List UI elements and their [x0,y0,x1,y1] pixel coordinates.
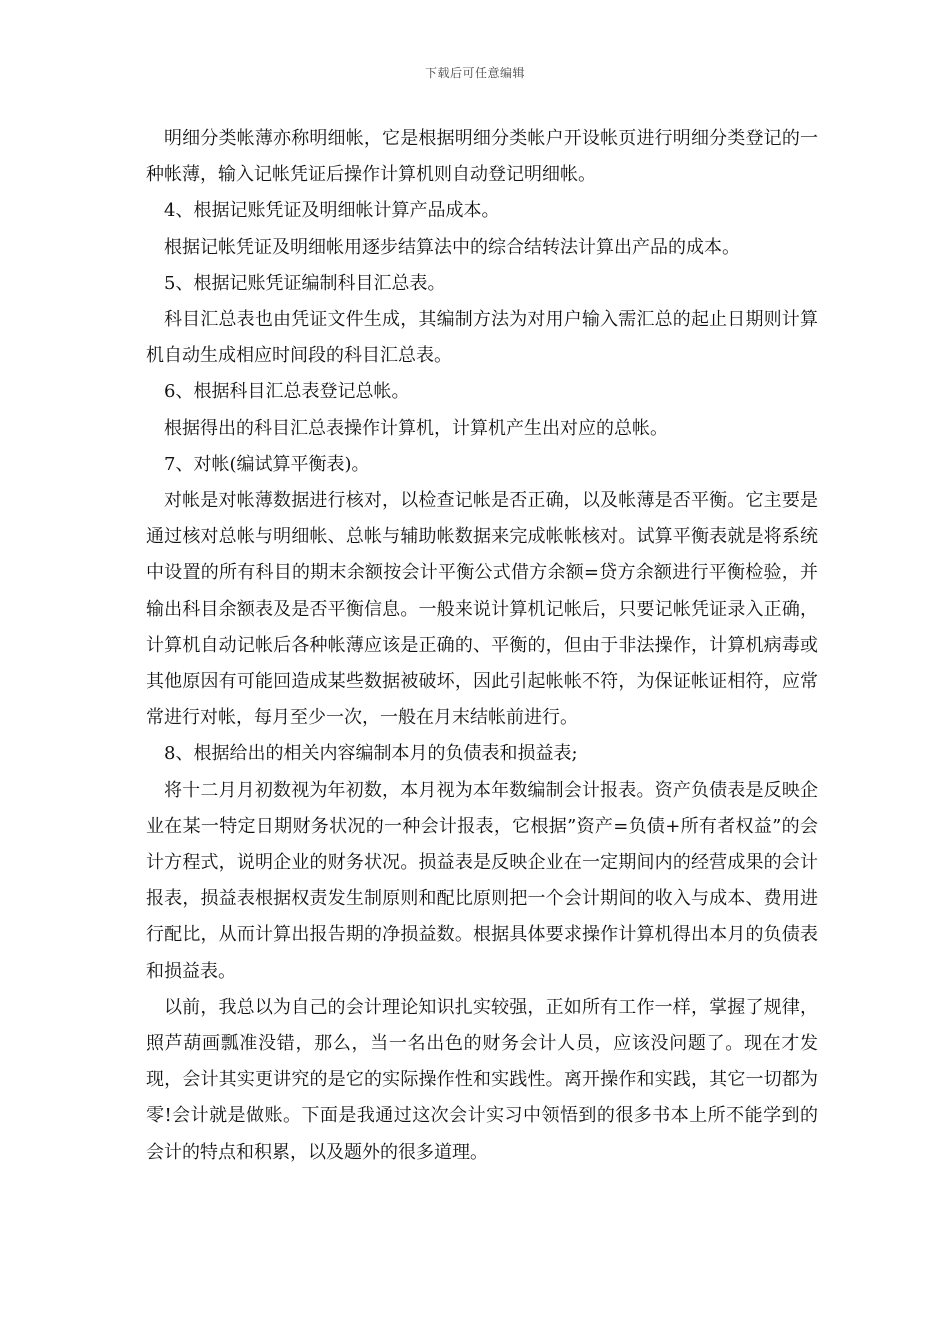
paragraph-reflection: 以前，我总以为自己的会计理论知识扎实较强，正如所有工作一样，掌握了规律，照芦葫画瓢准没错，那么，当一名出色的财务会计人员，应该没问题了。现在才发现，会计其实更讲究的是它的实际操作性和实践性。离开操作和实践，其它一切都为零!会计就是做账。下面是我通过这次会计实习中领悟到的很多书本上所不能学到的会计的特点和积累，以及题外的很多道理。 [146,996,818,1163]
step-5-heading: 5、根据记账凭证编制科目汇总表。 [164,272,446,294]
paragraph-reconciliation: 对帐是对帐薄数据进行核对，以检查记帐是否正确，以及帐薄是否平衡。它主要是通过核对总帐与明细帐、总帐与辅助帐数据来完成帐帐核对。试算平衡表就是将系统中设置的所有科目的期末余额按会计平衡公式借方余额=贷方余额进行平衡检验，并输出科目余额表及是否平衡信息。一般来说计算机记帐后，只要记帐凭证录入正确，计算机自动记帐后各种帐薄应该是正确的、平衡的，但由于非法操作，计算机病毒或其他原因有可能回造成某些数据被破坏，因此引起帐帐不符，为保证帐证相符，应常常进行对帐，每月至少一次，一般在月末结帐前进行。 [146,490,818,729]
paragraph-general-ledger: 根据得出的科目汇总表操作计算机，计算机产生出对应的总帐。 [164,417,668,439]
step-4-heading: 4、根据记账凭证及明细帐计算产品成本。 [164,200,500,222]
paragraph-financial-statements: 将十二月月初数视为年初数，本月视为本年数编制会计报表。资产负债表是反映企业在某一特定日期财务状况的一种会计报表，它根据”资产=负债+所有者权益”的会计方程式，说明企业的财务状况。损益表是反映企业在一定期间内的经营成果的会计报表，损益表根据权责发生制原则和配比原则把一个会计期间的收入与成本、费用进行配比，从而计算出报告期的净损益数。根据具体要求操作计算机得出本月的负债表和损益表。 [146,779,818,982]
step-8-heading: 8、根据给出的相关内容编制本月的负债表和损益表; [164,743,578,765]
page-header-note: 下载后可任意编辑 [424,66,525,80]
paragraph-product-cost: 根据记帐凭证及明细帐用逐步结算法中的综合结转法计算出产品的成本。 [164,236,740,258]
paragraph-ledger-detail: 明细分类帐薄亦称明细帐，它是根据明细分类帐户开设帐页进行明细分类登记的一种帐薄，输入记帐凭证后操作计算机则自动登记明细帐。 [146,128,818,186]
document-body [146,121,818,1171]
paragraph-account-summary: 科目汇总表也由凭证文件生成，其编制方法为对用户输入需汇总的起止日期则计算机自动生成相应时间段的科目汇总表。 [146,309,818,367]
step-7-heading: 7、对帐(编试算平衡表)。 [164,453,370,475]
step-6-heading: 6、根据科目汇总表登记总帐。 [164,381,410,403]
